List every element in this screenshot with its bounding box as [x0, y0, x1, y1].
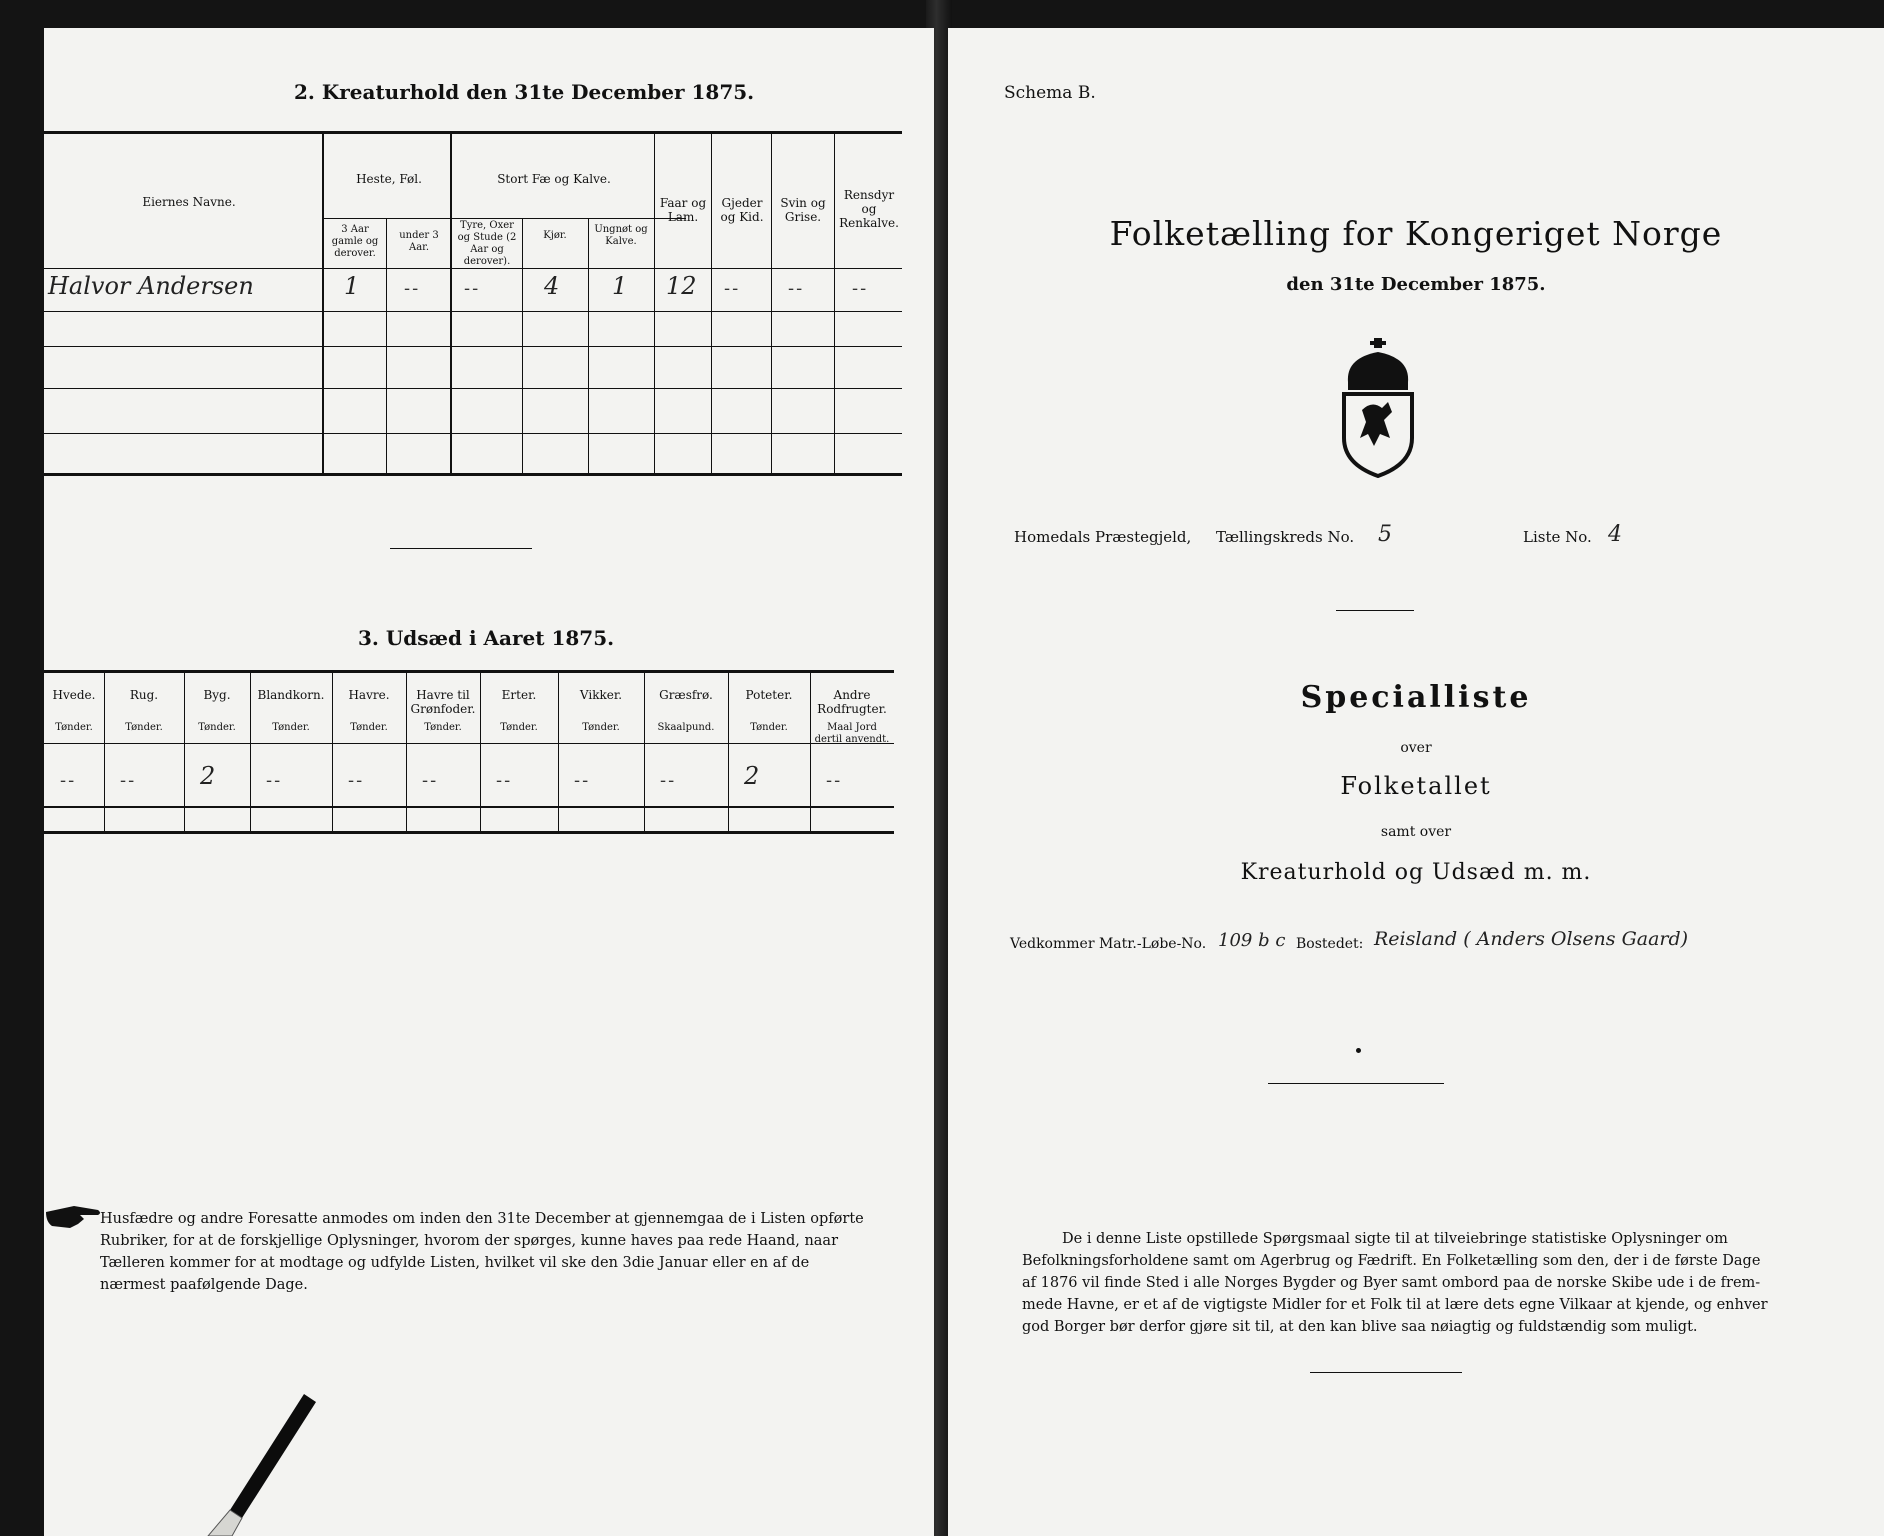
sow-table-row-rule — [44, 806, 894, 808]
notice-line: Tælleren kommer for at modtage og udfylde Listen, hvilket vil ske den 3die Januar eller en af de — [100, 1255, 810, 1271]
sow-col-rule — [644, 672, 645, 832]
sow-col-rule — [184, 672, 185, 832]
sow-value-5: -- — [422, 770, 439, 791]
divider — [1336, 610, 1414, 611]
coat-of-arms-icon — [1338, 338, 1418, 478]
paragraph-line: Befolkningsforholdene samt om Agerbrug og Fædrift. En Folketælling som den, der i de første Dage — [1022, 1253, 1761, 1269]
col-rule — [834, 132, 835, 474]
sow-value-3: -- — [266, 770, 283, 791]
sow-col-rule — [332, 672, 333, 832]
pointing-hand-icon — [44, 1200, 102, 1234]
header-reindeer: Rensdyr og Renkalve. — [839, 188, 899, 230]
over-text: over — [1400, 740, 1432, 756]
sheep-value: 12 — [666, 272, 697, 300]
sow-col-rule — [558, 672, 559, 832]
section-3-title: 3. Udsæd i Aaret 1875. — [358, 626, 615, 650]
sow-header-4: Havre. — [348, 688, 390, 702]
notice-line: Husfædre og andre Foresatte anmodes om inden den 31te December at gjennemgaa de i Listen opførte — [100, 1211, 864, 1227]
kreaturhold-heading: Kreaturhold og Udsæd m. m. — [1240, 860, 1592, 885]
sow-value-10: -- — [826, 770, 843, 791]
table-row-rule — [44, 433, 902, 434]
col-rule — [386, 218, 387, 474]
table-row-rule — [44, 346, 902, 347]
header-horses-a: 3 Aar gamle og derover. — [331, 224, 379, 259]
sow-unit-4: Tønder. — [350, 722, 388, 733]
horses-b-value: -- — [404, 278, 421, 299]
col-rule — [771, 132, 772, 474]
header-cattle: Stort Fæ og Kalve. — [497, 172, 611, 186]
header-goats: Gjeder og Kid. — [720, 196, 764, 224]
bosted-value: Reisland ( Anders Olsens Gaard) — [1374, 928, 1689, 950]
notice-line: nærmest paafølgende Dage. — [100, 1277, 308, 1293]
district-value: 5 — [1378, 522, 1392, 547]
table-header-rule — [44, 268, 902, 269]
sow-col-rule — [104, 672, 105, 832]
header-horses-b: under 3 Aar. — [399, 230, 439, 253]
cattle-c-value: 1 — [612, 272, 628, 300]
header-pigs: Svin og Grise. — [780, 196, 826, 224]
pen-object — [194, 1386, 324, 1536]
table-top-rule — [44, 131, 902, 134]
sow-unit-7: Tønder. — [582, 722, 620, 733]
sow-unit-3: Tønder. — [272, 722, 310, 733]
sow-value-1: -- — [120, 770, 137, 791]
folketallet-heading: Folketallet — [1340, 772, 1492, 800]
pigs-value: -- — [788, 278, 805, 299]
sow-table-top-rule — [44, 670, 894, 673]
goats-value: -- — [724, 278, 741, 299]
explanatory-paragraph — [1022, 1228, 1800, 1338]
sow-value-2: 2 — [200, 762, 216, 790]
section-2-title: 2. Kreaturhold den 31te December 1875. — [294, 80, 755, 104]
paragraph-line: De i denne Liste opstillede Spørgsmaal sigte til at tilveiebringe statistiske Oplysninger om — [1062, 1231, 1728, 1247]
sow-header-5: Havre til Grønfoder. — [410, 688, 476, 716]
table-row-rule — [44, 388, 902, 389]
sow-header-10: Andre Rodfrugter. — [817, 688, 887, 716]
sow-col-rule — [250, 672, 251, 832]
col-rule — [522, 218, 523, 474]
specialliste-heading: Specialliste — [1300, 680, 1532, 715]
notice-line: Rubriker, for at de forskjellige Oplysninger, hvorom der spørges, kunne haves paa rede Haand, naar — [100, 1233, 838, 1249]
list-value: 4 — [1608, 522, 1622, 547]
col-rule — [711, 132, 712, 474]
owner-name: Halvor Andersen — [48, 272, 254, 300]
sow-col-rule — [406, 672, 407, 832]
sow-header-6: Erter. — [501, 688, 537, 702]
sow-header-7: Vikker. — [579, 688, 623, 702]
sow-value-8: -- — [660, 770, 677, 791]
parish-label: Homedals Præstegjeld, — [1014, 528, 1192, 546]
sow-unit-5: Tønder. — [424, 722, 462, 733]
schema-label: Schema B. — [1004, 83, 1096, 103]
left-page — [44, 28, 934, 1536]
col-rule — [322, 132, 324, 474]
district-label: Tællingskreds No. — [1216, 528, 1355, 546]
form-title: Folketælling for Kongeriget Norge — [1109, 214, 1723, 253]
header-cattle-b: Kjør. — [543, 230, 567, 241]
header-cattle-c: Ungnøt og Kalve. — [594, 224, 648, 247]
header-owner: Eiernes Navne. — [142, 195, 236, 209]
sow-value-9: 2 — [744, 762, 760, 790]
paragraph-line: af 1876 vil finde Sted i alle Norges Bygder og Byer samt ombord paa de norske Skibe ude i de frem- — [1022, 1275, 1761, 1291]
sow-col-rule — [810, 672, 811, 832]
sow-unit-1: Tønder. — [125, 722, 163, 733]
sow-value-7: -- — [574, 770, 591, 791]
matr-label: Vedkommer Matr.-Løbe-No. — [1010, 936, 1207, 952]
sow-header-3: Blandkorn. — [257, 688, 325, 702]
samt-over-text: samt over — [1380, 824, 1452, 840]
sow-header-0: Hvede. — [52, 688, 96, 702]
sow-unit-6: Tønder. — [500, 722, 538, 733]
sow-value-0: -- — [60, 770, 77, 791]
sow-header-8: Græsfrø. — [659, 688, 713, 702]
header-sheep: Faar og Lam. — [659, 196, 707, 224]
subheader-rule — [324, 218, 686, 219]
right-page — [948, 28, 1884, 1536]
sow-unit-8: Skaalpund. — [657, 722, 715, 733]
divider — [390, 548, 532, 549]
sow-header-1: Rug. — [129, 688, 159, 702]
sow-unit-0: Tønder. — [55, 722, 93, 733]
table-bottom-rule — [44, 473, 902, 476]
paragraph-line: mede Havne, er et af de vigtigste Midler for et Folk til at lære dets egne Vilkaar at kjende, og enhver — [1022, 1297, 1768, 1313]
header-cattle-a: Tyre, Oxer og Stude (2 Aar og derover). — [457, 220, 517, 267]
col-rule — [450, 132, 452, 474]
matr-value: 109 b c — [1218, 930, 1286, 951]
paragraph-line: god Borger bør derfor gjøre sit til, at den kan blive saa nøiagtig og fuldstændig som muligt. — [1022, 1319, 1698, 1335]
divider — [1268, 1083, 1444, 1084]
dot-mark — [1356, 1048, 1361, 1053]
sow-value-6: -- — [496, 770, 513, 791]
header-horses: Heste, Føl. — [356, 172, 422, 186]
horses-a-value: 1 — [344, 272, 360, 300]
sow-value-4: -- — [348, 770, 365, 791]
notice-text — [100, 1208, 884, 1296]
sow-header-2: Byg. — [203, 688, 231, 702]
divider — [1310, 1372, 1462, 1373]
sow-col-rule — [480, 672, 481, 832]
sow-unit-10: Maal Jord dertil anvendt. — [814, 722, 890, 745]
list-label: Liste No. — [1523, 528, 1592, 546]
sow-table-header-rule — [44, 743, 894, 744]
cattle-b-value: 4 — [544, 272, 560, 300]
sow-table-bottom-rule — [44, 831, 894, 834]
sow-unit-2: Tønder. — [198, 722, 236, 733]
form-date: den 31te December 1875. — [1286, 274, 1546, 295]
col-rule — [588, 218, 589, 474]
table-row-rule — [44, 311, 902, 312]
col-rule — [654, 132, 655, 474]
cattle-a-value: -- — [464, 278, 481, 299]
sow-unit-9: Tønder. — [750, 722, 788, 733]
reindeer-value: -- — [852, 278, 869, 299]
bosted-label: Bostedet: — [1296, 936, 1364, 952]
sow-header-9: Poteter. — [745, 688, 793, 702]
sow-col-rule — [728, 672, 729, 832]
